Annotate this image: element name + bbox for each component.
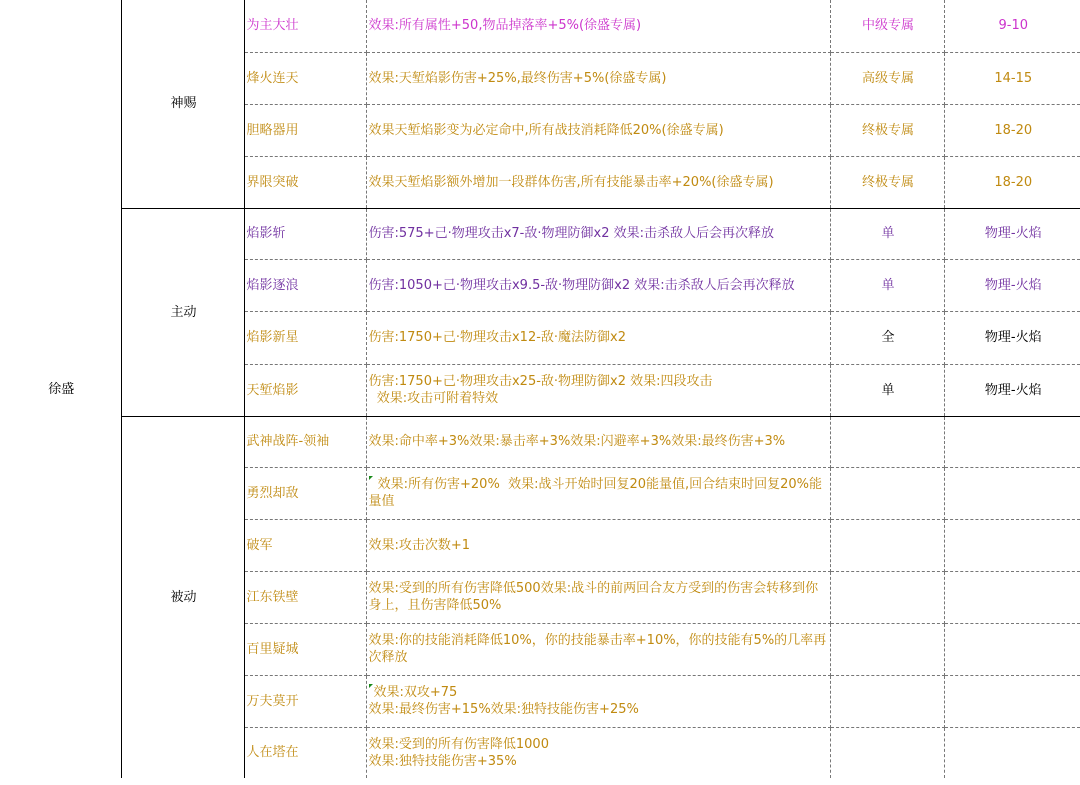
skill-tier: 单 (830, 208, 944, 259)
skill-tier (830, 416, 944, 467)
comment-marker-icon (369, 476, 373, 480)
skill-tier (830, 467, 944, 519)
skill-level: 18-20 (944, 156, 1080, 208)
table-row (0, 208, 1080, 259)
skill-tier: 终极专属 (830, 104, 944, 156)
category-zhudong-cell: 主动 (121, 208, 244, 416)
skill-level (944, 571, 1080, 623)
skill-level: 物理-火焰 (944, 259, 1080, 311)
skill-effect (366, 727, 830, 778)
skill-level (944, 727, 1080, 778)
skill-name: 界限突破 (244, 156, 366, 208)
skill-effect: 效果:所有属性+50,物品掉落率+5%(徐盛专属) (366, 0, 830, 52)
skill-effect: 伤害:1750+己·物理攻击x12-敌·魔法防御x2 (366, 311, 830, 364)
skill-level: 14-15 (944, 52, 1080, 104)
skill-effect: 效果:攻击次数+1 (366, 519, 830, 571)
skill-effect (366, 675, 830, 727)
skill-level (944, 623, 1080, 675)
skill-name: 武神战阵-领袖 (244, 416, 366, 467)
skill-name: 百里疑城 (244, 623, 366, 675)
skill-tier (830, 571, 944, 623)
effect-line-2: 效果:攻击可附着特效 (368, 391, 499, 406)
skill-effect: 效果天堑焰影额外增加一段群体伤害,所有技能暴击率+20%(徐盛专属) (366, 156, 830, 208)
skill-level: 9-10 (944, 0, 1080, 52)
skill-level: 物理-火焰 (944, 311, 1080, 364)
skill-effect: 伤害:1050+己·物理攻击x9.5-敌·物理防御x2 效果:击杀敌人后会再次释放 (366, 259, 830, 311)
category-beidong-cell: 被动 (121, 416, 244, 778)
skill-name: 万夫莫开 (244, 675, 366, 727)
effect-line-1: 效果:受到的所有伤害降低1000 (368, 736, 549, 752)
skill-tier (830, 519, 944, 571)
skill-level: 物理-火焰 (944, 208, 1080, 259)
skill-effect: 伤害:575+己·物理攻击x7-敌·物理防御x2 效果:击杀敌人后会再次释放 (366, 208, 830, 259)
skill-name: 焰影新星 (244, 311, 366, 364)
skill-effect: 效果:天堑焰影伤害+25%,最终伤害+5%(徐盛专属) (366, 52, 830, 104)
skill-tier: 高级专属 (830, 52, 944, 104)
skill-name: 烽火连天 (244, 52, 366, 104)
skill-name: 焰影逐浪 (244, 259, 366, 311)
skill-level: 18-20 (944, 104, 1080, 156)
effect-text: 效果:所有伤害+20% 效果:战斗开始时回复20能量值,回合结束时回复20%能量值 (368, 477, 823, 509)
skill-name: 天堑焰影 (244, 364, 366, 416)
table-row (0, 416, 1080, 467)
skill-name: 焰影斩 (244, 208, 366, 259)
skill-tier: 中级专属 (830, 0, 944, 52)
skill-tier: 单 (830, 364, 944, 416)
skill-name: 为主大壮 (244, 0, 366, 52)
skill-effect (366, 364, 830, 416)
effect-line-2: 效果:最终伤害+15%效果:独特技能伤害+25% (368, 702, 639, 717)
skill-effect: 效果:你的技能消耗降低10%，你的技能暴击率+10%，你的技能有5%的几率再次释放 (366, 623, 830, 675)
character-name-cell: 徐盛 (0, 0, 121, 778)
skill-name: 胆略器用 (244, 104, 366, 156)
skill-tier (830, 623, 944, 675)
skill-effect: 效果:命中率+3%效果:暴击率+3%效果:闪避率+3%效果:最终伤害+3% (366, 416, 830, 467)
skill-effect: 效果:受到的所有伤害降低500效果:战斗的前两回合友方受到的伤害会转移到你身上，且伤害降低50% (366, 571, 830, 623)
skill-name: 江东铁壁 (244, 571, 366, 623)
table-row (0, 0, 1080, 52)
skill-name: 破军 (244, 519, 366, 571)
skill-level: 物理-火焰 (944, 364, 1080, 416)
skill-effect (366, 467, 830, 519)
skill-name: 勇烈却敌 (244, 467, 366, 519)
skill-level (944, 416, 1080, 467)
skill-tier: 单 (830, 259, 944, 311)
skill-level (944, 675, 1080, 727)
skill-name: 人在塔在 (244, 727, 366, 778)
category-shenci-cell: 神赐 (121, 0, 244, 208)
skill-effect: 效果天堑焰影变为必定命中,所有战技消耗降低20%(徐盛专属) (366, 104, 830, 156)
skill-level (944, 467, 1080, 519)
skill-tier: 终极专属 (830, 156, 944, 208)
effect-line-1: 伤害:1750+己·物理攻击x25-敌·物理防御x2 效果:四段攻击 (368, 374, 713, 389)
skill-tier (830, 727, 944, 778)
skill-tier (830, 675, 944, 727)
skill-level (944, 519, 1080, 571)
effect-line-1: 效果:双攻+75 (373, 685, 458, 700)
skill-tier: 全 (830, 311, 944, 364)
comment-marker-icon (369, 684, 373, 688)
effect-line-2: 效果:独特技能伤害+35% (368, 753, 517, 769)
